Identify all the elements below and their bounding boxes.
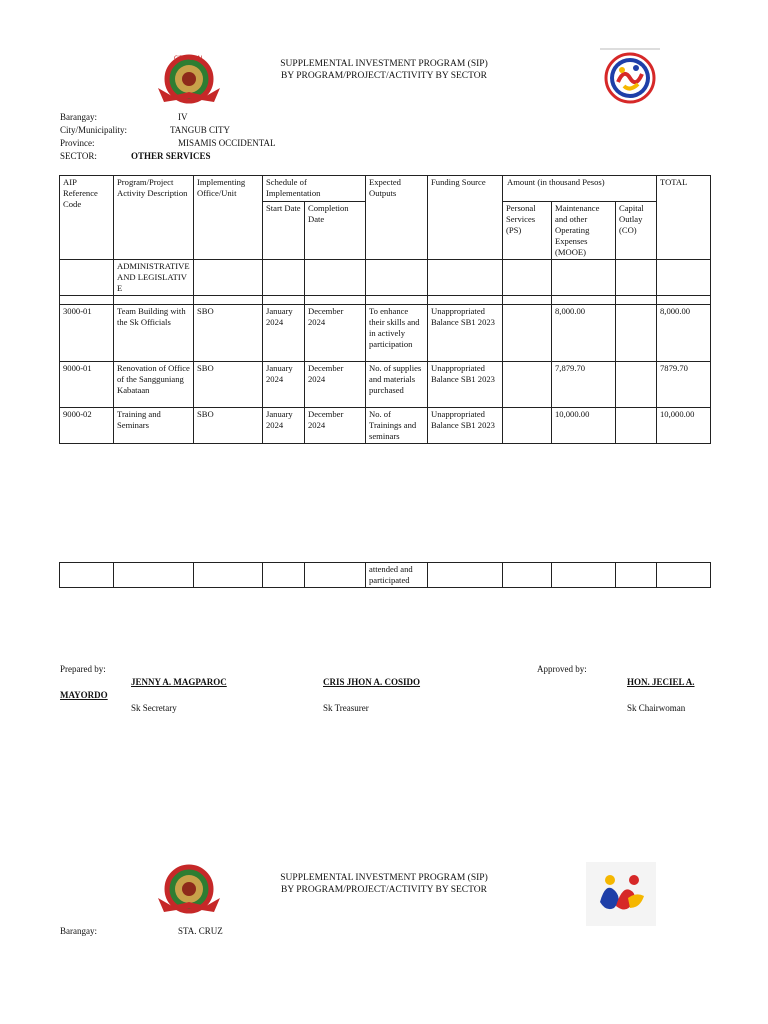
sector-label: SECTOR: [60,151,97,161]
sk-logo [600,48,660,104]
title-line-2: BY PROGRAM/PROJECT/ACTIVITY BY SECTOR [281,71,487,81]
signatory-name-chairwoman: HON. JECIEL A. [627,677,695,687]
document-title-page2 [234,872,534,896]
header-start-date: Start Date [263,202,305,260]
barangay-label-page2: Barangay: [60,926,97,936]
signatory-name-treasurer: CRIS JHON A. COSIDO [323,677,421,687]
prepared-by-label: Prepared by: [60,664,106,674]
row-code: 3000-01 [60,305,114,362]
svg-text:CITY SEAL: CITY SEAL [173,55,205,62]
header-total: TOTAL [657,176,711,260]
row-ps [503,362,552,408]
title-line-2: BY PROGRAM/PROJECT/ACTIVITY BY SECTOR [281,885,487,895]
signatory-name-secretary: JENNY A. MAGPAROC [131,677,227,687]
row-mooe: 8,000.00 [552,305,616,362]
header-outputs: Expected Outputs [366,176,428,260]
section-row [60,260,711,296]
row-office: SBO [194,408,263,444]
signatory-role-treasurer: Sk Treasurer [323,703,369,713]
row-total: 8,000.00 [657,305,711,362]
table-row [60,362,711,408]
header-completion-date: Completion Date [305,202,366,260]
header-row-1 [60,176,711,202]
row-co [616,362,657,408]
header-co: Capital Outlay (CO) [616,202,657,260]
row-desc: Team Building with the Sk Officials [114,305,194,362]
row-end: December 2024 [305,362,366,408]
row-start: January 2024 [263,362,305,408]
section-label: ADMINISTRATIVE AND LEGISLATIVE [114,260,194,296]
barangay-value-page2: STA. CRUZ [178,926,223,936]
row-output: To enhance their skills and in actively participation [366,305,428,362]
sip-table-continuation [59,562,711,588]
row-mooe: 10,000.00 [552,408,616,444]
row-start: January 2024 [263,305,305,362]
row-ps [503,305,552,362]
signatory-role-secretary: Sk Secretary [131,703,177,713]
province-label: Province: [60,138,95,148]
row-start: January 2024 [263,408,305,444]
header-aip-code: AIP Reference Code [60,176,114,260]
row-funding: Unappropriated Balance SB1 2023 [428,362,503,408]
document-title [234,58,534,82]
row-office: SBO [194,305,263,362]
row-funding: Unappropriated Balance SB1 2023 [428,408,503,444]
sip-table [59,175,711,444]
header-amount: Amount (in thousand Pesos) [503,176,657,202]
approved-by-label: Approved by: [537,664,587,674]
row-output-continued: attended and participated [366,563,428,588]
row-end: December 2024 [305,305,366,362]
table-row [60,305,711,362]
row-office: SBO [194,362,263,408]
sector-value: OTHER SERVICES [131,151,211,161]
table-row [60,408,711,444]
row-desc: Training and Seminars [114,408,194,444]
city-value: TANGUB CITY [170,125,231,135]
barangay-value: IV [178,112,188,122]
title-line-1: SUPPLEMENTAL INVESTMENT PROGRAM (SIP) [280,873,488,883]
row-ps [503,408,552,444]
header-funding: Funding Source [428,176,503,260]
header-ps: Personal Services (PS) [503,202,552,260]
city-seal-logo-page2 [154,862,224,922]
table-row [60,563,711,588]
header-program: Program/Project Activity Description [114,176,194,260]
row-output: No. of supplies and materials purchased [366,362,428,408]
title-line-1: SUPPLEMENTAL INVESTMENT PROGRAM (SIP) [280,59,488,69]
row-funding: Unappropriated Balance SB1 2023 [428,305,503,362]
city-label: City/Municipality: [60,125,127,135]
row-total: 7879.70 [657,362,711,408]
signatory-name-secretary-continued: MAYORDO [60,690,108,700]
city-seal-logo [154,52,224,112]
row-co [616,305,657,362]
row-total: 10,000.00 [657,408,711,444]
row-desc: Renovation of Office of the Sangguniang Kabataan [114,362,194,408]
row-end: December 2024 [305,408,366,444]
province-value: MISAMIS OCCIDENTAL [178,138,276,148]
sk-logo-page2 [586,862,656,926]
row-code: 9000-01 [60,362,114,408]
row-mooe: 7,879.70 [552,362,616,408]
barangay-label: Barangay: [60,112,97,122]
header-mooe: Maintenance and other Operating Expenses (MOOE) [552,202,616,260]
header-schedule: Schedule of Implementation [263,176,366,202]
row-code: 9000-02 [60,408,114,444]
spacer-row [60,296,711,305]
signatory-role-chairwoman: Sk Chairwoman [627,703,686,713]
row-output: No. of Trainings and seminars [366,408,428,444]
row-co [616,408,657,444]
header-office: Implementing Office/Unit [194,176,263,260]
